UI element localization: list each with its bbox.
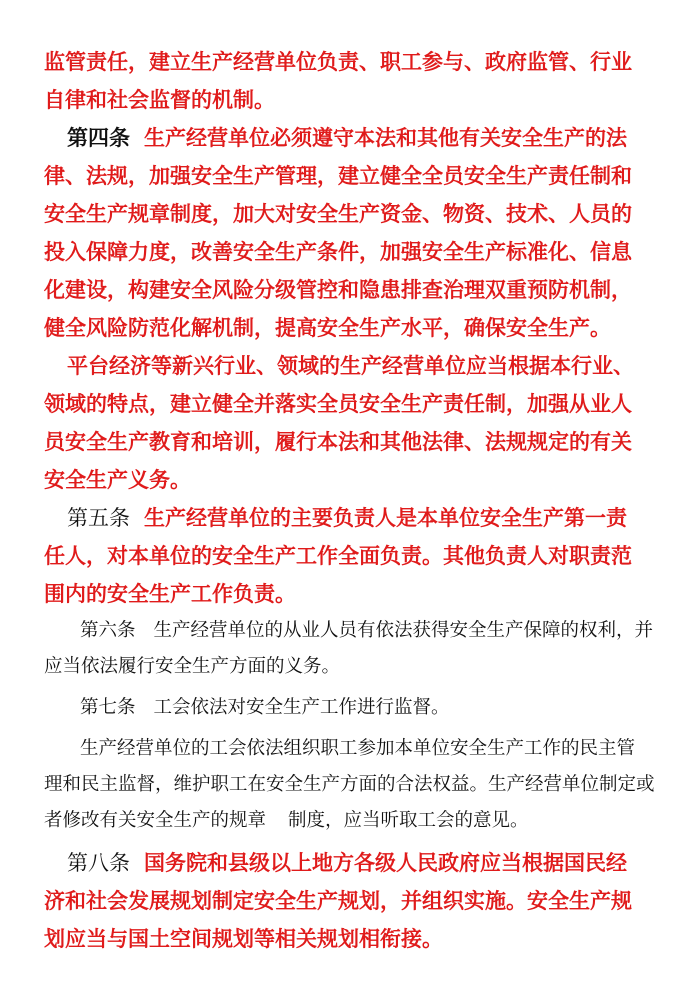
article-label: 第五条 xyxy=(67,506,130,530)
para-line: 安全生产义务。 xyxy=(44,467,191,492)
article-6-first-line xyxy=(80,622,653,641)
para-line: 员安全生产教育和培训，履行本法和其他法律、法规规定的有关 xyxy=(44,429,632,454)
para-line: 健全风险防范化解机制，提高安全生产水平，确保安全生产。 xyxy=(44,315,611,340)
para-line: 应当依法履行安全生产方面的义务。 xyxy=(44,656,341,677)
article-text: 国务院和县级以上地方各级人民政府应当根据国民经 xyxy=(144,850,627,875)
line-segment: 者修改有关安全生产的规章 xyxy=(44,810,267,831)
para-line: 监管责任，建立生产经营单位负责、职工参与、政府监管、行业 xyxy=(44,49,632,74)
para-line xyxy=(44,812,529,831)
para-line: 济和社会发展规划制定安全生产规划，并组织实施。安全生产规 xyxy=(44,888,632,913)
para-line: 投入保障力度，改善安全生产条件，加强安全生产标准化、信息 xyxy=(44,239,632,264)
para-line: 安全生产规章制度，加大对安全生产资金、物资、技术、人员的 xyxy=(44,201,632,226)
para-line: 任人，对本单位的安全生产工作全面负责。其他负责人对职责范 xyxy=(44,543,632,568)
article-label: 第六条 xyxy=(80,620,136,641)
article-text: 生产经营单位的从业人员有依法获得安全生产保障的权利，并 xyxy=(153,620,654,641)
article-text: 工会依法对安全生产工作进行监督。 xyxy=(153,697,450,718)
article-text: 生产经营单位的主要负责人是本单位安全生产第一责 xyxy=(144,505,627,530)
article-label: 第四条 xyxy=(67,125,130,150)
line-segment: 制度，应当听取工会的意见。 xyxy=(288,810,529,831)
para-line: 领域的特点，建立健全并落实全员安全生产责任制，加强从业人 xyxy=(44,391,632,416)
para-line: 化建设，构建安全风险分级管控和隐患排查治理双重预防机制， xyxy=(44,277,632,302)
article-7-first-line xyxy=(80,699,450,718)
article-label: 第八条 xyxy=(67,851,130,875)
para-line: 理和民主监督，维护职工在安全生产方面的合法权益。生产经营单位制定或 xyxy=(44,774,655,795)
para-line: 划应当与国土空间规划等相关规划相衔接。 xyxy=(44,926,443,951)
para-line: 自律和社会监督的机制。 xyxy=(44,87,275,112)
para-line: 生产经营单位的工会依法组织职工参加本单位安全生产工作的民主管 xyxy=(80,738,636,759)
article-5-first-line xyxy=(67,507,627,529)
article-4-first-line xyxy=(67,127,627,148)
para-line: 平台经济等新兴行业、领域的生产经营单位应当根据本行业、 xyxy=(67,353,634,378)
article-text: 生产经营单位必须遵守本法和其他有关安全生产的法 xyxy=(144,125,627,150)
article-8-first-line xyxy=(67,852,627,874)
para-line: 围内的安全生产工作负责。 xyxy=(44,581,296,606)
article-label: 第七条 xyxy=(80,697,136,718)
para-line: 律、法规，加强安全生产管理，建立健全全员安全生产责任制和 xyxy=(44,163,632,188)
